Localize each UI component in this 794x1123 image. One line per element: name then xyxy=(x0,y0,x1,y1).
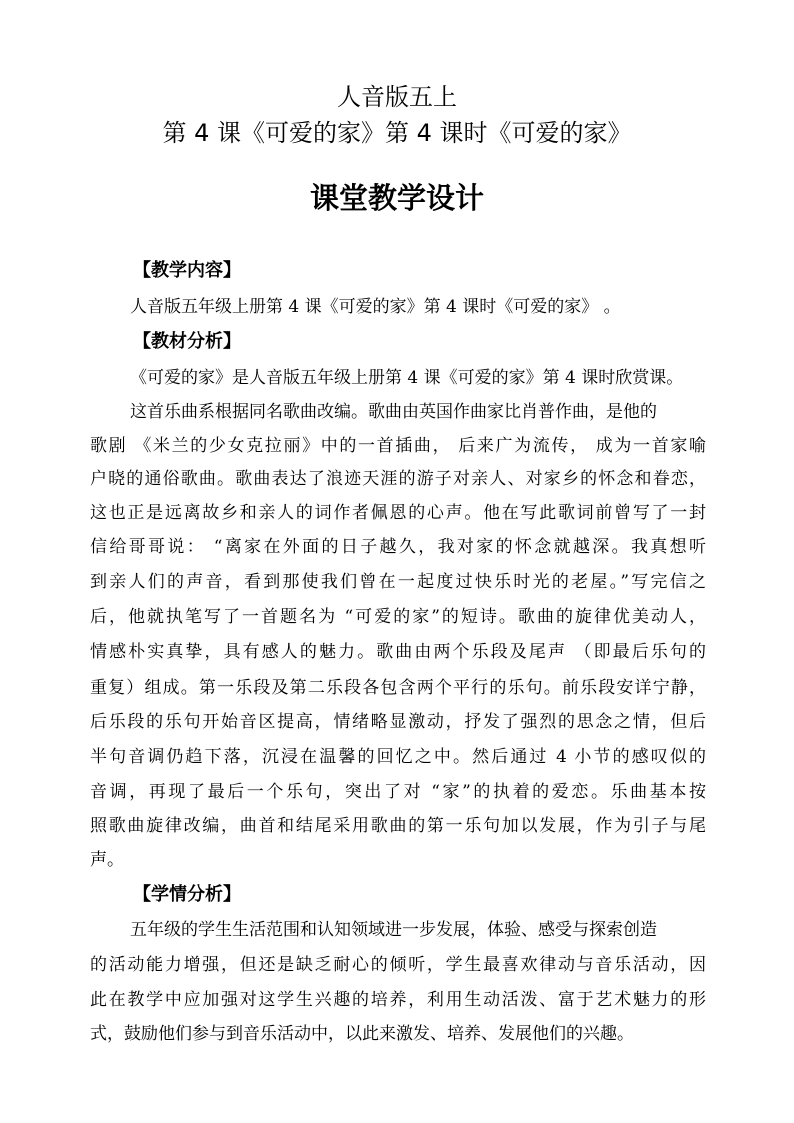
header-edition: 人音版五上 xyxy=(337,83,457,111)
paragraph-line: 到亲人们的声音，看到那使我们曾在一起度过快乐时光的老屋。”写完信之 xyxy=(90,572,706,592)
paragraph-line: 《可爱的家》是人音版五年级上册第 4 课《可爱的家》第 4 课时欣赏课。 xyxy=(130,368,684,388)
paragraph-line: 的活动能力增强，但还是缺乏耐心的倾听，学生最喜欢律动与音乐活动，因 xyxy=(90,955,706,975)
paragraph-line: 户晓的通俗歌曲。歌曲表达了浪迹天涯的游子对亲人、对家乡的怀念和眷恋， xyxy=(90,469,706,489)
header-lesson: 第 4 课《可爱的家》第 4 课时《可爱的家》 xyxy=(162,119,632,147)
paragraph-line: 重复）组成。第一乐段及第二乐段各包含两个平行的乐句。前乐段安详宁静， xyxy=(90,678,706,698)
paragraph-line: 后，他就执笔写了一首题名为 “可爱的家”的短诗。歌曲的旋律优美动人， xyxy=(90,607,706,627)
section-heading-students: 【学情分析】 xyxy=(133,884,241,905)
paragraph-line: 此在教学中应加强对这学生兴趣的培养，利用生动活泼、富于艺术魅力的形 xyxy=(90,990,706,1010)
paragraph-line: 半句音调仍趋下落，沉浸在温馨的回忆之中。然后通过 4 小节的感叹似的 xyxy=(90,747,706,767)
paragraph-line: 情感朴实真挚，具有感人的魅力。歌曲由两个乐段及尾声 （即最后乐句的 xyxy=(90,642,706,662)
paragraph-line: 歌剧 《米兰的少女克拉丽》中的一首插曲， 后来广为流传， 成为一首家喻 xyxy=(90,436,706,456)
paragraph-line: 信给哥哥说： “离家在外面的日子越久，我对家的怀念就越深。我真想听 xyxy=(90,537,706,557)
paragraph-line: 五年级的学生生活范围和认知领域进一步发展，体验、感受与探索创造 xyxy=(130,920,657,940)
section-heading-material: 【教材分析】 xyxy=(133,331,241,352)
paragraph-line: 照歌曲旋律改编，曲首和结尾采用歌曲的第一乐句加以发展，作为引子与尾 xyxy=(90,816,706,836)
paragraph-line: 声。 xyxy=(90,850,124,870)
page-title: 课堂教学设计 xyxy=(309,181,484,215)
paragraph-line: 这首乐曲系根据同名歌曲改编。歌曲由英国作曲家比肖普作曲，是他的 xyxy=(130,402,657,422)
paragraph-line: 后乐段的乐句开始音区提高，情绪略显激动，抒发了强烈的思念之情，但后 xyxy=(90,712,706,732)
paragraph-line: 音调，再现了最后一个乐句，突出了对 “家”的执着的爱恋。乐曲基本按 xyxy=(90,782,706,802)
paragraph-line: 人音版五年级上册第 4 课《可爱的家》第 4 课时《可爱的家》 。 xyxy=(130,297,621,317)
paragraph-line: 这也正是远离故乡和亲人的词作者佩恩的心声。他在写此歌词前曾写了一封 xyxy=(90,503,706,523)
section-heading-content: 【教学内容】 xyxy=(133,260,241,281)
paragraph-line: 式，鼓励他们参与到音乐活动中，以此来激发、培养、发展他们的兴趣。 xyxy=(90,1024,634,1044)
